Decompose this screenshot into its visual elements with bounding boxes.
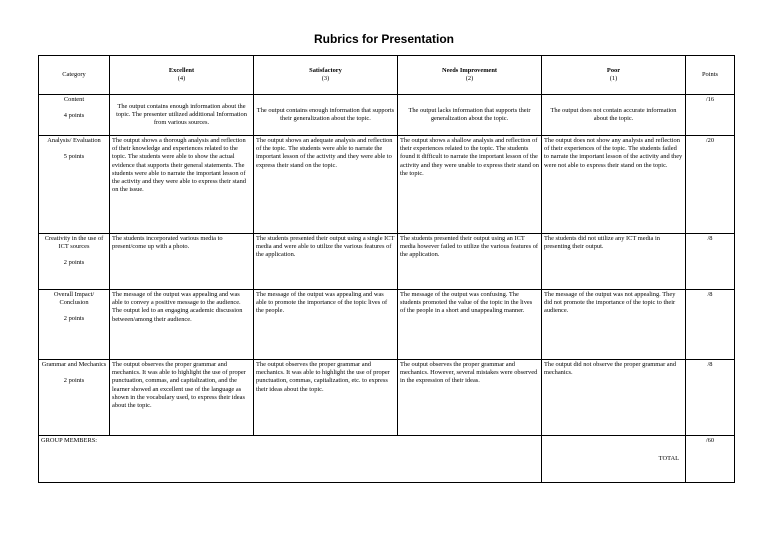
descriptor-cell: The output shows an adequate analysis and reflection of the topic. The students were able to narrate the important lesson of the activity and they were able to express their stand on the topic. [254, 136, 398, 234]
criterion-cell: Analysis/ Evaluation 5 points [39, 136, 110, 234]
score-cell: /20 [686, 136, 735, 234]
table-row [39, 136, 735, 234]
descriptor-cell: The message of the output was not appealing. They did not promote the importance of the topic to their audience. [542, 290, 686, 360]
criterion-cell: Creativity in the use of ICT sources 2 points [39, 234, 110, 290]
level-header-poor: Poor (1) [542, 56, 686, 95]
descriptor-cell: The output shows a shallow analysis and reflection of their experiences related to the topic. The students found it difficult to narrate the important lesson of the activity and they were unable to express their stand on the topic. [398, 136, 542, 234]
score-cell: /8 [686, 360, 735, 436]
group-members-label: GROUP MEMBERS: [39, 436, 542, 483]
total-label: TOTAL [658, 454, 679, 462]
descriptor-cell: The students presented their output using an ICT media however failed to utilize the various features of the application. [398, 234, 542, 290]
descriptor-cell: The message of the output was appealing and was able to convey a positive message to the audience. The output led to an engaging academic discussion between/among their audience. [110, 290, 254, 360]
criterion-cell: Grammar and Mechanics 2 points [39, 360, 110, 436]
points-header: Points [686, 56, 735, 95]
category-header: Category [39, 56, 110, 95]
criterion-cell: Content 4 points [39, 95, 110, 136]
descriptor-cell: The students incorporated various media to present/come up with a photo. [110, 234, 254, 290]
total-score-cell: /60 [686, 436, 735, 483]
descriptor-cell: The output does not contain accurate information about the topic. [542, 95, 686, 136]
table-row [39, 290, 735, 360]
descriptor-cell: The students presented their output using a single ICT media and were able to utilize the various features of the application. [254, 234, 398, 290]
table-row [39, 234, 735, 290]
descriptor-cell: The output observes the proper grammar and mechanics. It was able to highlight the use of proper punctuation, commas, capitalization, etc. to express their ideas about the topic. [254, 360, 398, 436]
table-row [39, 95, 735, 136]
page-title: Rubrics for Presentation [313, 32, 455, 46]
descriptor-cell: The output observes the proper grammar and mechanics. However, several mistakes were observed in the expression of their ideas. [398, 360, 542, 436]
level-header-needs-improvement: Needs Improvement (2) [398, 56, 542, 95]
descriptor-cell: The output does not show any analysis and reflection of their experiences of the topic. The students failed to narrate the important lesson of the activity and they were not able to express their stand on the topic. [542, 136, 686, 234]
rubric-table [38, 55, 735, 483]
criterion-cell: Overall Impact/ Conclusion 2 points [39, 290, 110, 360]
table-row [39, 360, 735, 436]
level-header-excellent: Excellent (4) [110, 56, 254, 95]
descriptor-cell: The message of the output was appealing and was able to promote the importance of the topic lives of the people. [254, 290, 398, 360]
descriptor-cell: The output did not observe the proper grammar and mechanics. [542, 360, 686, 436]
descriptor-cell: The message of the output was confusing. The students promoted the value of the topic in the lives of the people in a short and unappealing manner. [398, 290, 542, 360]
header-row [39, 56, 735, 95]
descriptor-cell: The output shows a thorough analysis and reflection of their knowledge and experiences related to the topic. The students were able to show the actual evidence that supports their general statements. The students were able to narrate the important lesson of the activity and they were able to express their stand on the issue. [110, 136, 254, 234]
descriptor-cell: The output observes the proper grammar and mechanics. It was able to highlight the use of proper punctuation, commas, and capitalization, and the learner showed an excellent use of the language as shown in the vocabulary used, to express their ideas about the topic. [110, 360, 254, 436]
group-members-row [39, 436, 735, 483]
score-cell: /8 [686, 290, 735, 360]
level-header-satisfactory: Satisfactory (3) [254, 56, 398, 95]
score-cell: /8 [686, 234, 735, 290]
descriptor-cell: The output lacks information that supports their generalization about the topic. [398, 95, 542, 136]
descriptor-cell: The output contains enough information about the topic. The presenter utilized additional Information from various sources. [110, 95, 254, 136]
score-cell: /16 [686, 95, 735, 136]
descriptor-cell: The students did not utilize any ICT media in presenting their output. [542, 234, 686, 290]
descriptor-cell: The output contains enough information that supports their generalization about the topic. [254, 95, 398, 136]
